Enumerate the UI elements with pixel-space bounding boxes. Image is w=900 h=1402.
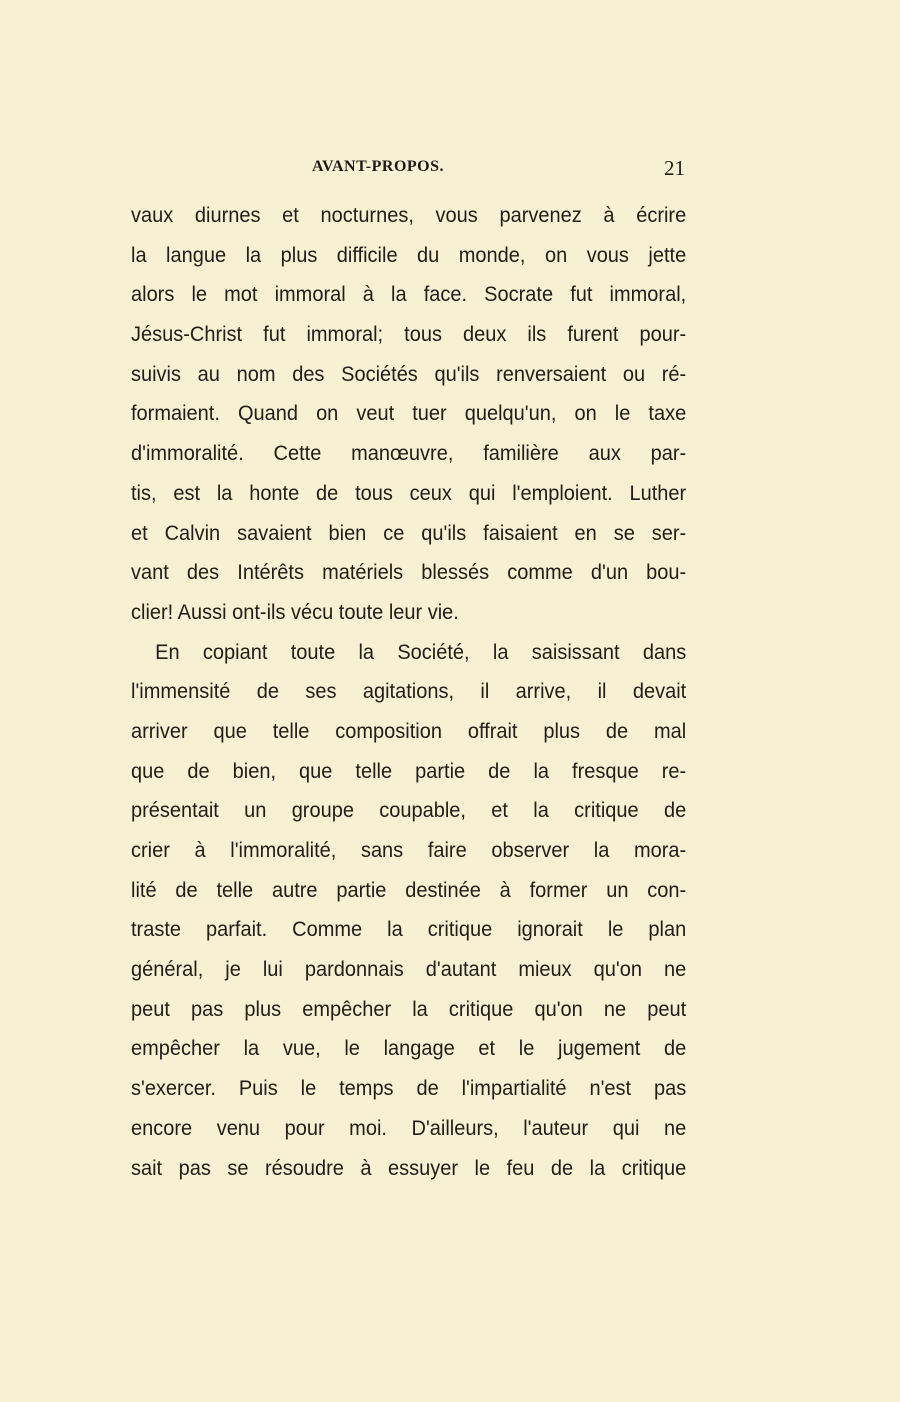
text-line: présentait un groupe coupable, et la critique de: [131, 798, 687, 823]
text-line: arriver que telle composition offrait plus de mal: [131, 718, 687, 743]
text-line: peut pas plus empêcher la critique qu'on ne peut: [131, 996, 687, 1021]
page-number: 21: [664, 156, 685, 180]
text-line: formaient. Quand on veut tuer quelqu'un, on le taxe: [131, 401, 687, 426]
text-line: général, je lui pardonnais d'autant mieux qu'on ne: [131, 957, 687, 982]
text-line: tis, est la honte de tous ceux qui l'emploient. Luther: [131, 480, 687, 505]
text-line: et Calvin savaient bien ce qu'ils faisaient en se ser-: [131, 520, 687, 545]
text-line: Jésus-Christ fut immoral; tous deux ils furent pour-: [131, 322, 687, 347]
text-line: empêcher la vue, le langage et le jugement de: [131, 1036, 687, 1061]
text-line: lité de telle autre partie destinée à former un con-: [131, 877, 687, 902]
text-line: traste parfait. Comme la critique ignorait le plan: [131, 917, 687, 942]
text-line: s'exercer. Puis le temps de l'impartialité n'est pas: [131, 1076, 687, 1101]
text-line: En copiant toute la Société, la saisissant dans: [155, 639, 687, 664]
text-line: d'immoralité. Cette manœuvre, familière aux par-: [131, 441, 687, 466]
text-line: clier! Aussi ont-ils vécu toute leur vie.: [131, 599, 459, 624]
text-line: crier à l'immoralité, sans faire observer la mora-: [131, 838, 687, 862]
text-line: l'immensité de ses agitations, il arrive, il devait: [131, 679, 687, 704]
text-line: la langue la plus difficile du monde, on vous jette: [131, 242, 687, 267]
text-line: que de bien, que telle partie de la fresque re-: [131, 758, 687, 783]
running-title: AVANT-PROPOS.: [312, 158, 445, 175]
text-line: sait pas se résoudre à essuyer le feu de la critique: [131, 1155, 687, 1180]
text-line: vant des Intérêts matériels blessés comme d'un bou-: [131, 560, 687, 585]
page-header: [130, 156, 685, 186]
text-line: vaux diurnes et nocturnes, vous parvenez à écrire: [131, 203, 687, 227]
text-line: suivis au nom des Sociétés qu'ils renversaient ou ré-: [131, 361, 687, 386]
text-line: alors le mot immoral à la face. Socrate fut immoral,: [131, 282, 687, 307]
body-text: [131, 196, 686, 1188]
text-line: encore venu pour moi. D'ailleurs, l'auteur qui ne: [131, 1115, 687, 1140]
